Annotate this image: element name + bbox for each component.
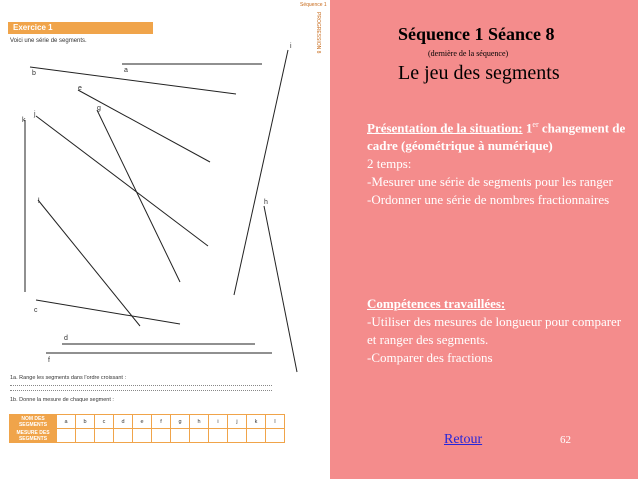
label-k: k	[22, 117, 26, 124]
skill-1: -Utiliser des mesures de longueur pour comparer et ranger des segments.	[367, 314, 622, 347]
presentation-label: Présentation de la situation:	[367, 120, 523, 136]
segment-j	[36, 116, 208, 246]
table-cell	[95, 429, 114, 443]
question-measure: 1b. Donne la mesure de chaque segment :	[10, 397, 114, 403]
table-header-names: NOM DES SEGMENTS	[10, 415, 57, 429]
presentation-section	[367, 116, 629, 209]
label-i: i	[290, 43, 292, 50]
label-d: d	[64, 335, 68, 342]
segment-c	[36, 300, 180, 324]
table-cell	[209, 429, 228, 443]
label-c: c	[34, 307, 38, 314]
step-2: -Ordonner une série de nombres fractionnaires	[367, 192, 610, 208]
skills-section	[367, 295, 629, 367]
table-cell	[133, 429, 152, 443]
table-cell: c	[95, 415, 114, 429]
table-cell: l	[266, 415, 285, 429]
table-row	[10, 415, 285, 429]
worksheet-side-label: PROGRESSION 8	[315, 12, 321, 54]
label-a: a	[124, 67, 128, 74]
table-cell: d	[114, 415, 133, 429]
table-cell	[57, 429, 76, 443]
table-cell: a	[57, 415, 76, 429]
label-f: f	[48, 357, 50, 364]
table-cell	[171, 429, 190, 443]
table-cell	[190, 429, 209, 443]
measure-table	[9, 414, 285, 443]
table-cell: i	[209, 415, 228, 429]
table-cell: k	[247, 415, 266, 429]
answer-line-2	[10, 390, 272, 391]
table-cell	[247, 429, 266, 443]
exercise-title: Exercice 1	[8, 22, 153, 34]
segment-e	[78, 90, 210, 162]
question-order: 1a. Range les segments dans l'ordre croissant :	[10, 375, 126, 381]
worksheet-tab: Séquence 1	[300, 2, 327, 8]
table-cell: e	[133, 415, 152, 429]
table-cell: g	[171, 415, 190, 429]
table-cell: f	[152, 415, 171, 429]
table-cell	[152, 429, 171, 443]
presentation-ordinal: 1	[525, 120, 533, 136]
label-b: b	[32, 70, 36, 77]
label-j: j	[34, 111, 36, 118]
table-cell: h	[190, 415, 209, 429]
retour-link[interactable]: Retour	[444, 432, 483, 447]
segment-l	[38, 200, 140, 326]
presentation-text: changement de cadre (géométrique à numérique)	[367, 120, 626, 154]
answer-line-1	[10, 385, 272, 386]
table-cell	[114, 429, 133, 443]
table-cell	[228, 429, 247, 443]
slide-title: Séquence 1 Séance 8	[398, 24, 555, 44]
step-1: -Mesurer une série de segments pour les ranger	[367, 174, 613, 190]
table-header-measures: MESURE DES SEGMENTS	[10, 429, 57, 443]
slide-subtitle: (dernière de la séquence)	[428, 49, 509, 58]
table-cell	[266, 429, 285, 443]
label-e: e	[78, 85, 82, 92]
slide-heading: Le jeu des segments	[398, 62, 560, 84]
skill-2: -Comparer des fractions	[367, 350, 493, 365]
segment-g	[97, 110, 180, 282]
table-row	[10, 429, 285, 443]
page-number: 62	[560, 434, 571, 446]
label-l: l	[38, 198, 40, 205]
label-g: g	[97, 105, 101, 112]
table-cell	[76, 429, 95, 443]
segment-h	[264, 206, 297, 372]
segment-b	[30, 67, 236, 94]
exercise-instruction: Voici une série de segments.	[10, 38, 87, 44]
table-cell: j	[228, 415, 247, 429]
steps-intro: 2 temps:	[367, 156, 412, 172]
label-h: h	[264, 199, 268, 206]
segment-i	[234, 50, 288, 295]
table-cell: b	[76, 415, 95, 429]
presentation-ordinal-sup: er	[532, 120, 539, 129]
skills-label: Compétences travaillées:	[367, 296, 506, 311]
